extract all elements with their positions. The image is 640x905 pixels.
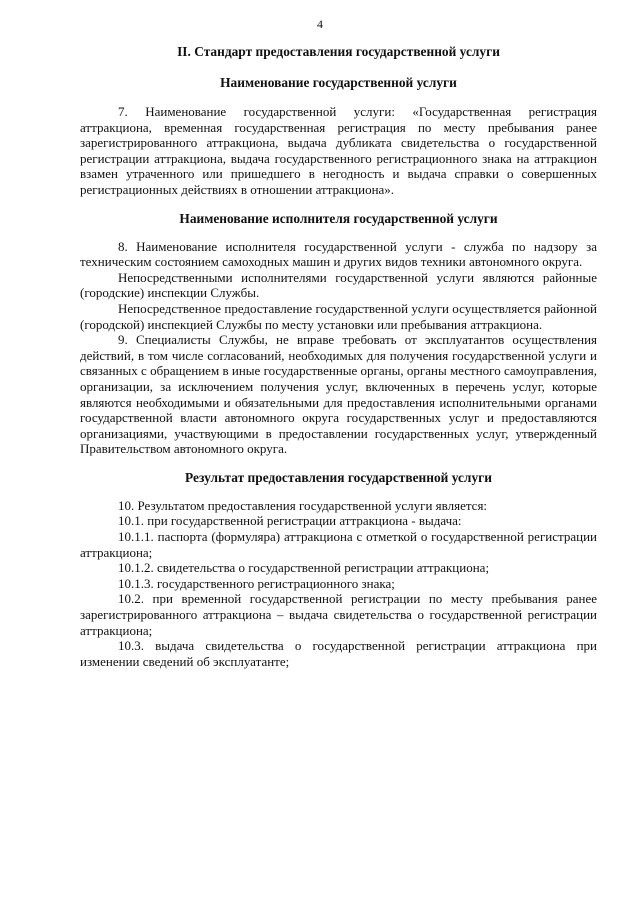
section-title: II. Стандарт предоставления государственной услуги	[177, 44, 500, 59]
paragraph: Непосредственными исполнителями государственной услуги являются районные (городские) инспекции Службы.	[80, 269, 597, 301]
document-body	[80, 44, 597, 669]
paragraph: 10.1.2. свидетельства о государственной регистрации аттракциона;	[118, 560, 490, 576]
paragraph: 10.1.1. паспорта (формуляра) аттракциона с отметкой о государственной регистрации аттракциона;	[80, 529, 597, 560]
paragraph: 10.2. при временной государственной регистрации по месту пребывания ранее зарегистрированного аттракциона – выдача свидетельства о государственной регистрации аттракциона;	[80, 591, 597, 638]
paragraph: 8. Наименование исполнителя государственной услуги - служба по надзору за техническим состоянием самоходных машин и других видов техники автономного округа.	[80, 238, 597, 270]
paragraph: 7. Наименование государственной услуги: «Государственная регистрация аттракциона, временная государственная регистрация по месту пребывания ранее зарегистрированного аттракциона, выдача дубликата свидетельства о государственной регистрации аттракциона, выдача государственного регистрационного знака на аттракцион взамен утраченного или пришедшего в негодность и выдача справки о совершенных регистрационных действиях в отношении аттракциона».	[80, 104, 597, 197]
paragraph: Непосредственное предоставление государственной услуги осуществляется районной (городской) инспекцией Службы по месту установки или пребывания аттракциона.	[80, 300, 597, 332]
paragraph: 10.1.3. государственного регистрационного знака;	[118, 575, 395, 591]
subsection-heading: Результат предоставления государственной услуги	[185, 469, 492, 485]
paragraph: 9. Специалисты Службы, не вправе требовать от эксплуатантов осуществления действий, в том числе согласований, необходимых для получения государственной услуги и связанных с обращением в иные государственные органы, органы местного самоуправления, организации, за исключением получения услуг, включенных в перечень услуг, которые являются необходимыми и обязательными для предоставления исполнительными органами государственной власти автономного округа государственных услуг и предоставляются организациями, участвующими в предоставлении государственных услуг, утвержденный Правительством автономного округа.	[80, 332, 597, 457]
paragraph: 10.1. при государственной регистрации аттракциона - выдача:	[118, 513, 462, 529]
subsection-heading: Наименование государственной услуги	[220, 75, 457, 90]
paragraph: 10. Результатом предоставления государственной услуги является:	[118, 497, 488, 513]
subsection-heading: Наименование исполнителя государственной услуги	[179, 210, 498, 226]
page-number: 4	[317, 17, 323, 31]
paragraph: 10.3. выдача свидетельства о государственной регистрации аттракциона при изменении сведений об эксплуатанте;	[80, 638, 597, 669]
